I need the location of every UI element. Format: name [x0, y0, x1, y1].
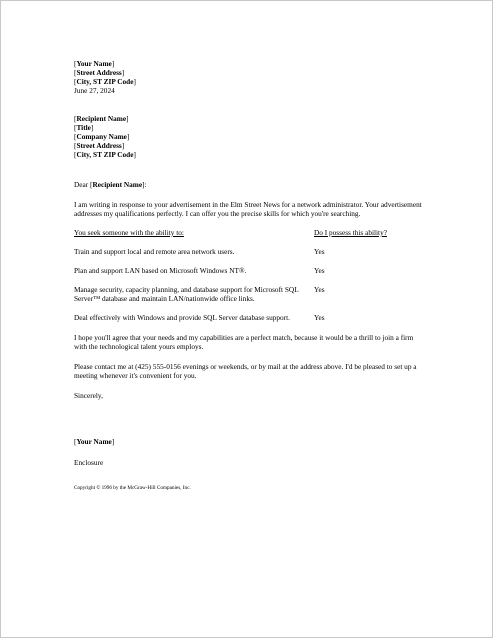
copyright-notice: Copyright © 1996 by the McGraw-Hill Companies, Inc. [74, 485, 191, 491]
recipient-company-field[interactable]: [Company Name] [74, 132, 130, 141]
requirement-cell: Manage security, capacity planning, and database support for Microsoft SQL Server™ database and maintain LAN/nationwide office links. [74, 285, 299, 303]
contact-paragraph: Please contact me at (425) 555-0156 evenings or weekends, or by mail at the address above. I'd be pleased to set up a meeting whenever it's convenient for you. [74, 362, 417, 380]
salutation: Dear [Recipient Name]: [74, 180, 147, 189]
table-row [74, 247, 422, 256]
closing: Sincerely, [74, 391, 103, 400]
requirement-cell: Plan and support LAN based on Microsoft Windows NT®. [74, 266, 247, 275]
table-row [74, 266, 422, 275]
sender-name-field[interactable]: [Your Name] [74, 59, 115, 68]
sender-street-field[interactable]: [Street Address] [74, 68, 125, 77]
table-row [74, 313, 422, 322]
recipient-street-field[interactable]: [Street Address] [74, 141, 125, 150]
letter-date: June 27, 2024 [74, 86, 115, 95]
recipient-block [74, 114, 422, 159]
sender-city-field[interactable]: [City, ST ZIP Code] [74, 77, 136, 86]
intro-paragraph: I am writing in response to your advertisement in the Elm Street News for a network administrator. Your advertisement addresses my qualifications perfectly. I can offer you the precise skills for which you're searching. [74, 200, 422, 218]
requirement-cell: Deal effectively with Windows and provide SQL Server database support. [74, 313, 290, 322]
match-paragraph: I hope you'll agree that your needs and my capabilities are a perfect match, because it would be a thrill to join a firm with the technological talent yours employs. [74, 333, 414, 351]
sender-block [74, 59, 422, 95]
recipient-city-field[interactable]: [City, ST ZIP Code] [74, 150, 136, 159]
qualifications-table [74, 228, 422, 322]
table-header-row [74, 228, 422, 237]
recipient-title-field[interactable]: [Title] [74, 123, 94, 132]
table-row [74, 285, 422, 303]
letter-body [74, 59, 422, 492]
enclosure-line: Enclosure [74, 458, 104, 467]
signature-name-field[interactable]: [Your Name] [74, 437, 115, 446]
answer-cell: Yes [314, 285, 325, 294]
salutation-name-field[interactable]: [Recipient Name] [90, 180, 145, 189]
answer-cell: Yes [314, 313, 325, 322]
answer-cell: Yes [314, 266, 325, 275]
recipient-name-field[interactable]: [Recipient Name] [74, 114, 129, 123]
answer-cell: Yes [314, 247, 325, 256]
requirement-cell: Train and support local and remote area network users. [74, 247, 235, 256]
header-answer: Do I possess this ability? [314, 228, 387, 237]
header-requirement: You seek someone with the ability to: [74, 228, 184, 237]
